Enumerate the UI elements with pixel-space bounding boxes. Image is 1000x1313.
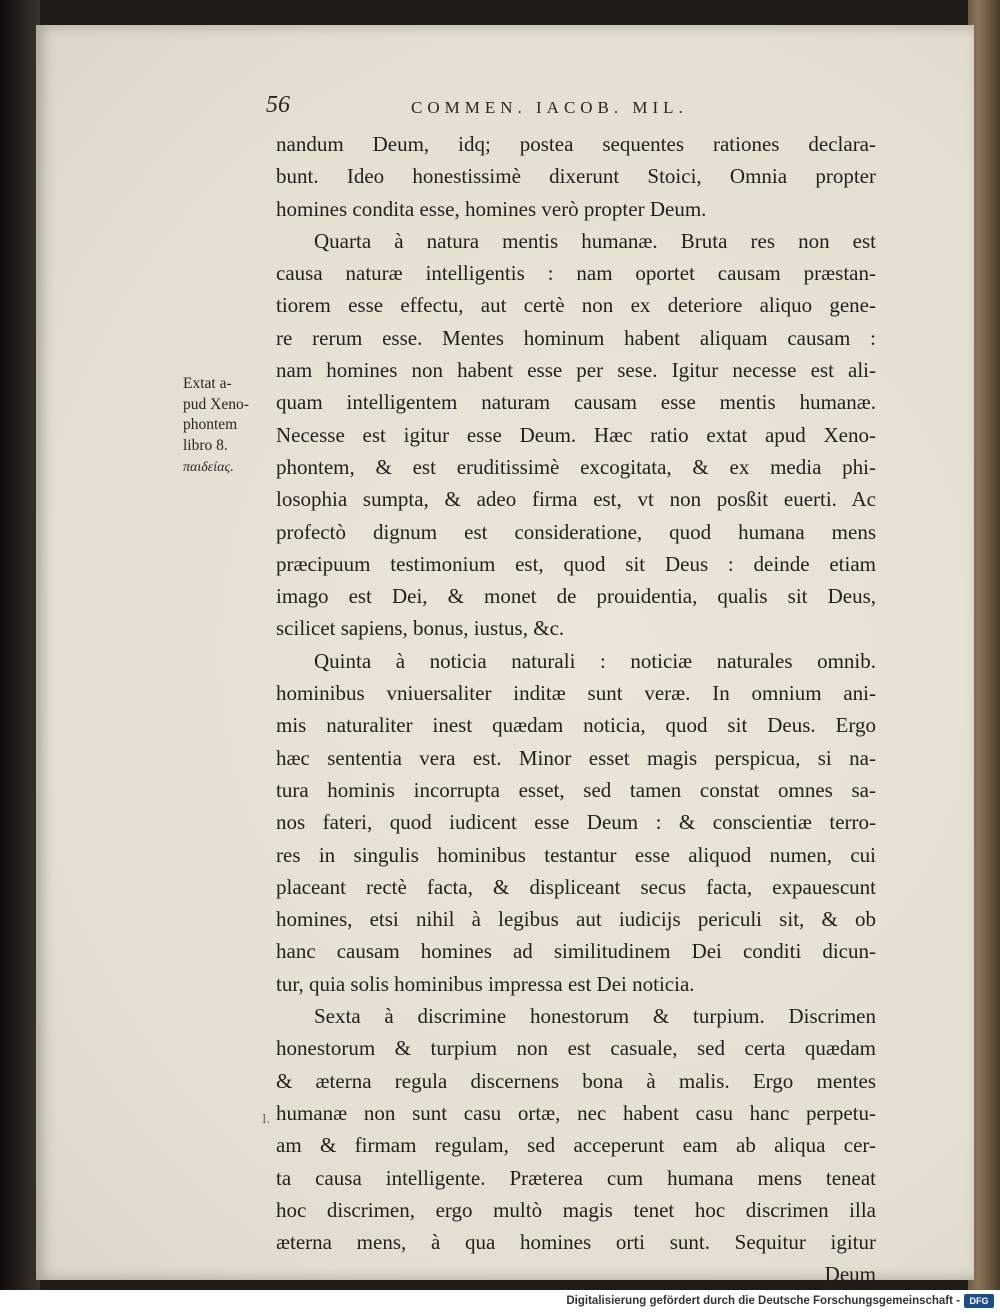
marginal-line: παιδείας. [183, 460, 234, 475]
text-line: scilicet sapiens, bonus, iustus, &c. [276, 616, 565, 641]
text-line: homines condita esse, homines verò propter Deum. [276, 196, 707, 221]
text-line: phontem, & est eruditissimè excogitata, & ex media phi- [276, 454, 876, 479]
text-line: re rerum esse. Mentes hominum habent aliquam causam : [276, 325, 876, 350]
text-line: Quarta à natura mentis humanæ. Bruta res non est [314, 228, 876, 253]
text-line: placeant rectè facta, & displiceant secus facta, expauescunt [276, 874, 876, 899]
running-head [266, 92, 876, 126]
marginal-note [183, 374, 273, 479]
text-line: nos fateri, quod iudicent esse Deum : & conscientiæ terro- [276, 810, 876, 835]
marginal-line: phontem [183, 416, 238, 433]
page-number: 56 [266, 92, 290, 118]
running-head-title: COMMEN. IACOB. MIL. [411, 98, 688, 117]
text-line: tura hominis incorrupta esset, sed tamen constat omnes sa- [276, 777, 876, 802]
marginal-line: Extat a- [183, 375, 232, 392]
catchword: Deum [824, 1262, 876, 1287]
text-line: bunt. Ideo honestissimè dixerunt Stoici, Omnia propter [276, 164, 876, 189]
text-line: hoc discrimen, ergo multò magis tenet hoc discrimen illa [276, 1197, 876, 1222]
text-line: Quinta à noticia naturali : noticiæ naturales omnib. [314, 648, 876, 673]
book-spine [0, 0, 40, 1290]
text-line: tiorem esse effectu, aut certè non ex deteriore aliquo gene- [276, 293, 876, 318]
text-line: homines, etsi nihil à legibus aut iudicijs periculi sit, & ob [276, 907, 876, 932]
text-line: causa naturæ intelligentis : nam oportet causam præstan- [276, 261, 876, 286]
signature-mark: I. [262, 1112, 271, 1127]
text-line: hanc causam homines ad similitudinem Dei conditi dicun- [276, 939, 876, 964]
text-line: profectò dignum est consideratione, quod humana mens [276, 519, 876, 544]
text-line: & æterna regula discernens bona à malis. Ergo mentes [276, 1068, 876, 1093]
text-line: hæc sententia vera est. Minor esset magis perspicua, si na- [276, 745, 876, 770]
marginal-line: pud Xeno- [183, 395, 249, 413]
text-line: Necesse est igitur esse Deum. Hæc ratio extat apud Xeno- [276, 422, 876, 447]
text-line: humanæ non sunt casu ortæ, nec habent casu hanc perpetu- [276, 1100, 876, 1125]
footer-credit: Digitalisierung gefördert durch die Deutsche Forschungsgemeinschaft - [566, 1295, 960, 1307]
text-line: ta causa intelligente. Præterea cum humana mens teneat [276, 1165, 876, 1190]
text-line: æterna mens, à qua homines orti sunt. Sequitur igitur [276, 1230, 876, 1255]
marginal-line: libro 8. [183, 436, 228, 454]
text-line: losophia sumpta, & adeo firma est, vt non posßit euerti. Ac [276, 487, 876, 512]
text-line: quam intelligentem naturam causam esse mentis humanæ. [276, 390, 876, 415]
text-line: Sexta à discrimine honestorum & turpium. Discrimen [314, 1004, 876, 1029]
dfg-logo-icon: DFG [964, 1294, 994, 1308]
text-line: nandum Deum, idq; postea sequentes rationes declara- [276, 132, 876, 156]
text-line: mis naturaliter inest quædam noticia, quod sit Deus. Ergo [276, 713, 876, 738]
footer-bar [0, 1290, 1000, 1313]
text-line: res in singulis hominibus testantur esse aliquod numen, cui [276, 842, 876, 867]
text-line: am & firmam regulam, sed acceperunt eam ab aliqua cer- [276, 1133, 876, 1158]
text-line: hominibus vniuersaliter inditæ sunt veræ. In omnium ani- [276, 681, 876, 706]
text-line: imago est Dei, & monet de prouidentia, qualis sit Deus, [276, 584, 876, 609]
body-text [276, 128, 876, 1291]
text-line: tur, quia solis hominibus impressa est Dei noticia. [276, 971, 695, 996]
text-line: honestorum & turpium non est casuale, sed certa quædam [276, 1036, 876, 1061]
text-line: nam homines non habent esse per sese. Igitur necesse est ali- [276, 358, 876, 383]
text-line: præcipuum testimonium est, quod sit Deus : deinde etiam [276, 551, 876, 576]
